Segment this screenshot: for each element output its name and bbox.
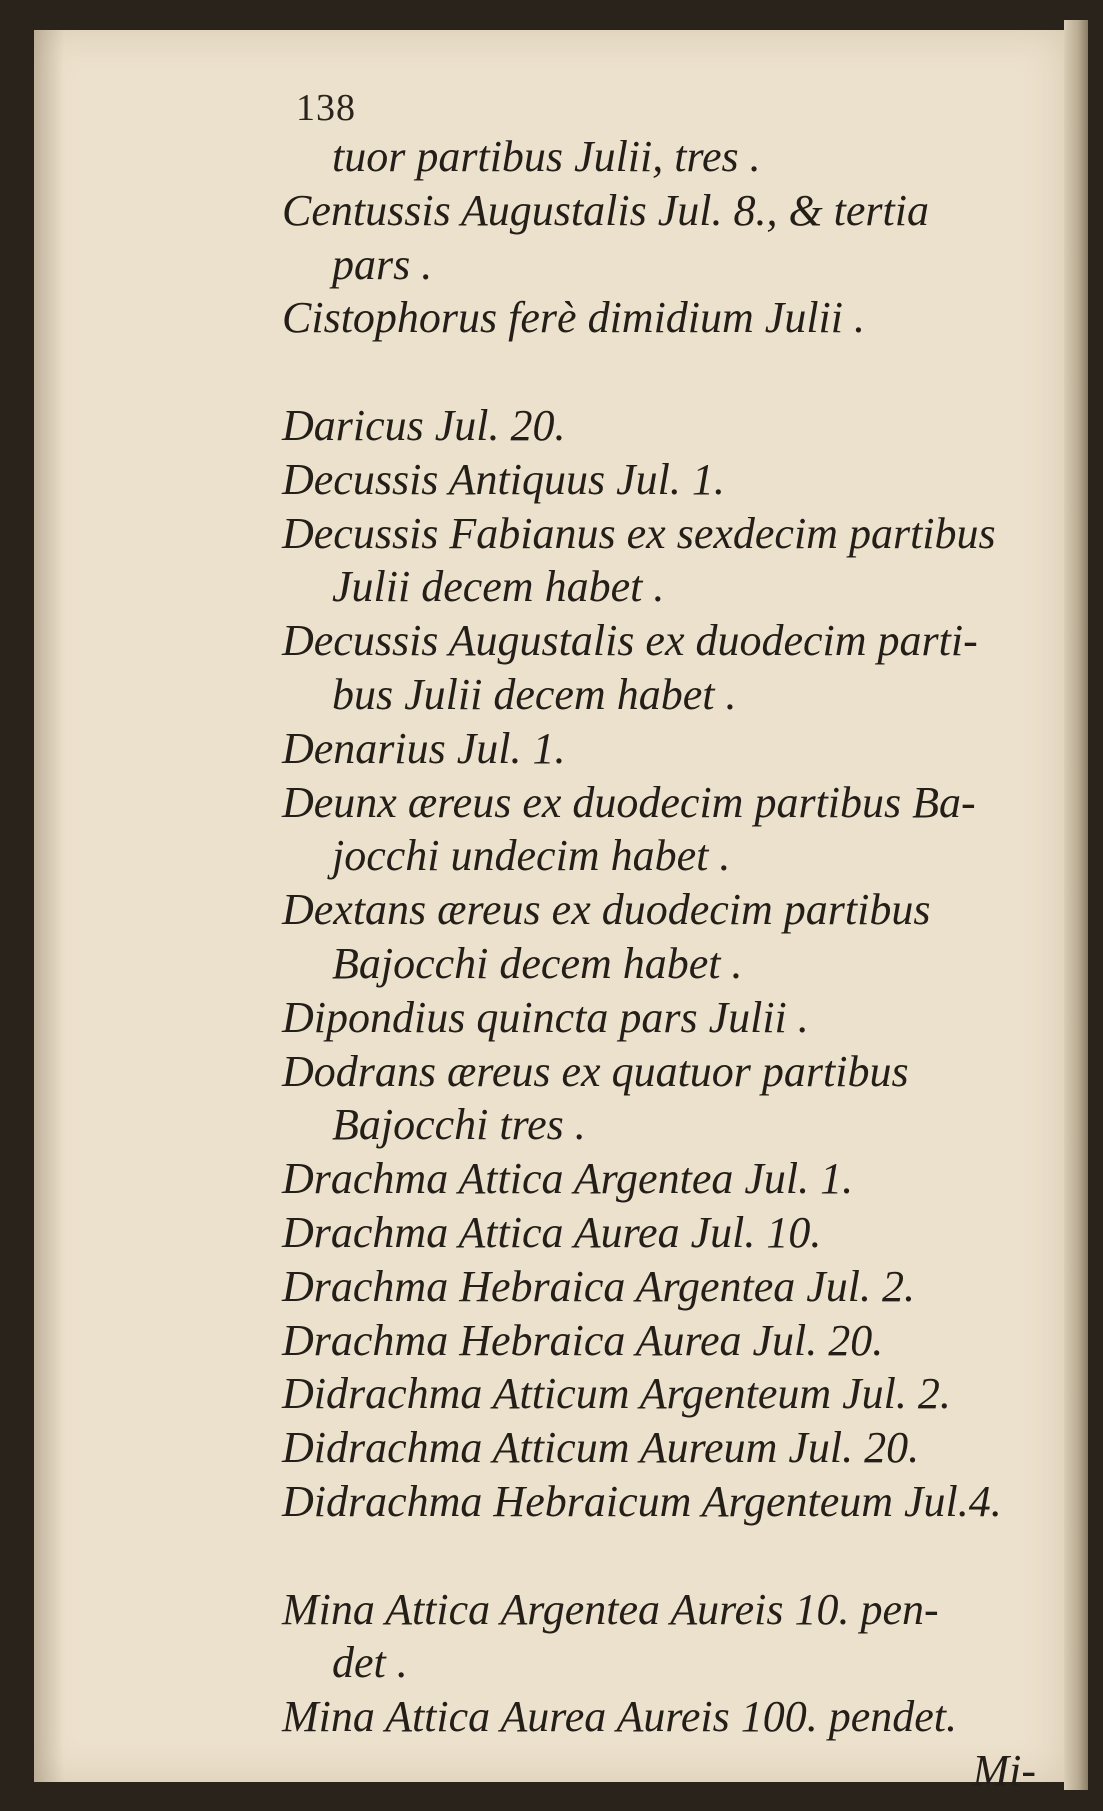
- text-line: Dodrans æreus ex quatuor partibus: [282, 1046, 909, 1096]
- text-line: det .: [332, 1638, 408, 1688]
- text-line: Mina Attica Argentea Aureis 10. pen-: [282, 1584, 939, 1634]
- section-gap: [282, 345, 1042, 399]
- text-body: [282, 130, 1042, 1798]
- text-line: Julii decem habet .: [332, 562, 665, 612]
- text-line: Decussis Antiquus Jul. 1.: [282, 454, 725, 504]
- text-line: Drachma Attica Argentea Jul. 1.: [282, 1154, 854, 1204]
- text-line: pars .: [332, 239, 433, 289]
- page-number: 138: [296, 87, 356, 129]
- text-line: bus Julii decem habet .: [332, 669, 737, 719]
- text-line: Drachma Attica Aurea Jul. 10.: [282, 1207, 822, 1257]
- text-line: Didrachma Atticum Argenteum Jul. 2.: [282, 1369, 951, 1419]
- text-line: Bajocchi tres .: [332, 1100, 586, 1150]
- catchword: Mi-: [972, 1745, 1036, 1795]
- gutter-shadow: [34, 30, 64, 1782]
- text-line: tuor partibus Julii, tres .: [332, 132, 761, 181]
- text-line: Denarius Jul. 1.: [282, 723, 566, 773]
- text-line: Cistophorus ferè dimidium Julii .: [282, 293, 865, 343]
- text-line: Decussis Fabianus ex sexdecim partibus: [282, 508, 996, 558]
- page-edge: [1064, 20, 1088, 1790]
- text-line: Deunx æreus ex duodecim partibus Ba-: [282, 777, 976, 827]
- text-line: Decussis Augustalis ex duodecim parti-: [282, 616, 978, 666]
- text-line: Bajocchi decem habet .: [332, 938, 743, 988]
- text-line: Dipondius quincta pars Julii .: [282, 992, 809, 1042]
- text-line: Didrachma Atticum Aureum Jul. 20.: [282, 1423, 920, 1473]
- section-gap: [282, 1529, 1042, 1583]
- text-line: Dextans æreus ex duodecim partibus: [282, 885, 931, 935]
- text-line: Drachma Hebraica Argentea Jul. 2.: [282, 1261, 915, 1311]
- text-line: jocchi undecim habet .: [332, 831, 731, 881]
- text-line: Centussis Augustalis Jul. 8., & tertia: [282, 185, 930, 235]
- text-line: Mina Attica Aurea Aureis 100. pendet.: [282, 1692, 957, 1742]
- text-line: Drachma Hebraica Aurea Jul. 20.: [282, 1315, 884, 1365]
- text-line: Daricus Jul. 20.: [282, 400, 566, 450]
- text-line: Didrachma Hebraicum Argenteum Jul.4.: [282, 1476, 1002, 1526]
